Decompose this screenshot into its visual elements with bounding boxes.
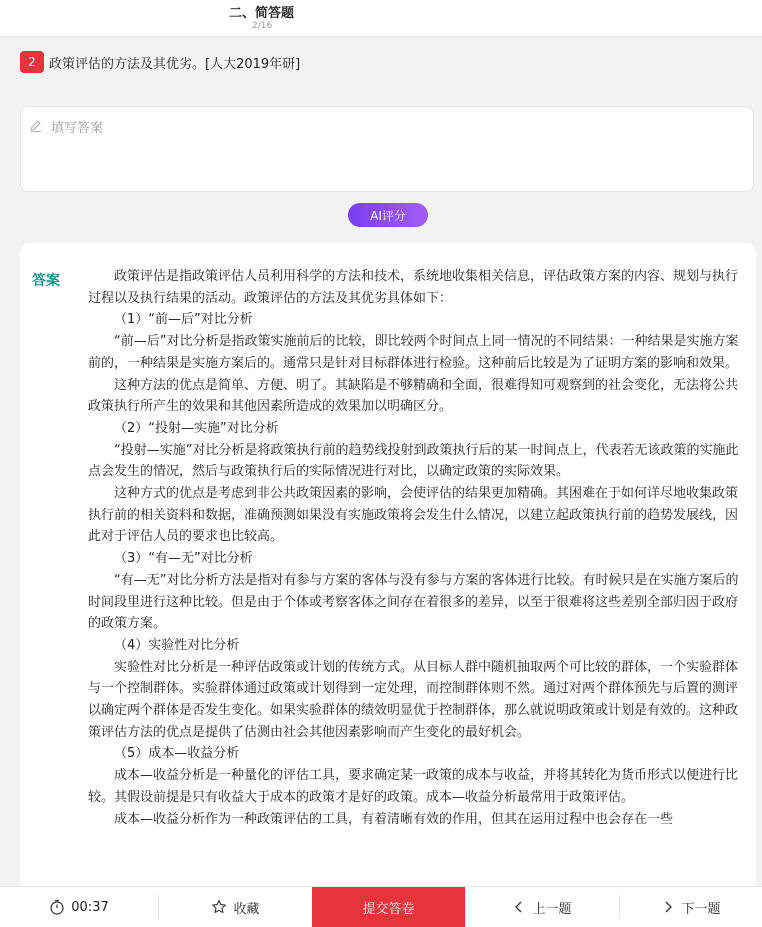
question-row [20, 51, 300, 73]
next-label: 下一题 [681, 901, 721, 917]
answer-input[interactable] [20, 106, 754, 192]
pencil-icon [29, 119, 43, 133]
star-icon [211, 899, 227, 915]
answer-placeholder: 填写答案 [51, 121, 104, 136]
answer-paragraph: “前—后”对比分析是指政策实施前后的比较，即比较两个时间点上同一情况的不同结果：一种结果是实施方案前的，一种结果是实施方案后的。通常只是针对目标群体进行检验。这种前后比较是为了证明方案的影响和效果。 [88, 334, 739, 371]
answer-heading: （2）“投射—实施”对比分析 [114, 420, 279, 436]
bottom-bar [0, 886, 762, 927]
answer-paragraph: 成本—收益分析是一种量化的评估工具，要求确定某一政策的成本与收益，并将其转化为货币形式以便进行比较。其假设前提是只有收益大于成本的政策才是好的政策。成本—收益分析最常用于政策评估。 [88, 768, 739, 805]
timer [0, 887, 158, 927]
answer-paragraph: 成本—收益分析作为一种政策评估的工具，有着清晰有效的作用，但其在运用过程中也会存在一些 [114, 811, 674, 827]
answer-heading: （3）“有—无”对比分析 [114, 551, 253, 567]
stopwatch-icon [49, 899, 65, 915]
answer-heading: （1）“前—后”对比分析 [114, 312, 253, 328]
answer-paragraph: “有—无”对比分析方法是指对有参与方案的客体与没有参与方案的客体进行比较。有时候只是在实施方案后的时间段里进行这种比较。但是由于个体或考察客体之间存在着很多的差异，以至于很难将这些差别全部归因于政府的政策方案。 [88, 572, 739, 632]
favorite-label: 收藏 [233, 901, 260, 917]
answer-paragraph: “投射—实施”对比分析是将政策执行前的趋势线投射到政策执行后的某一时间点上，代表若无该政策的实施此点会发生的情况，然后与政策执行后的实际情况进行对比，以确定政策的实际效果。 [88, 442, 739, 480]
answer-paragraph: 政策评估是指政策评估人员利用科学的方法和技术，系统地收集相关信息，评估政策方案的内容、规划与执行过程以及执行结果的活动。政策评估的方法及其优劣具体如下： [88, 269, 739, 306]
answer-label: 答案 [32, 273, 60, 289]
next-button[interactable] [620, 887, 762, 927]
chevron-right-icon [661, 900, 675, 914]
submit-button[interactable]: 提交答卷 [312, 887, 465, 927]
prev-button[interactable] [465, 887, 619, 927]
ai-grade-button[interactable]: AI评分 [348, 203, 428, 227]
section-title: 二、简答题 [229, 6, 295, 21]
answer-paragraph: 这种方法的优点是简单、方便、明了。其缺陷是不够精确和全面，很难得知可观察到的社会变化，无法将公共政策执行所产生的效果和其他因素所造成的效果加以明确区分。 [88, 377, 739, 415]
answer-paragraph: 这种方式的优点是考虑到非公共政策因素的影响，会使评估的结果更加精确。其困难在于如何详尽地收集政策执行前的相关资料和数据，准确预测如果没有实施政策将会发生什么情况，以建立起政策执行前的趋势发展线，因此对于评估人员的要求也比较高。 [88, 486, 739, 545]
answer-paragraph: 实验性对比分析是一种评估政策或计划的传统方式。从目标人群中随机抽取两个可比较的群体，一个实验群体与一个控制群体。实验群体通过政策或计划得到一定处理，而控制群体则不然。通过对两个群体预先与后置的测评以确定两个群体是否发生变化。如果实验群体的绩效明显优于控制群体，那么就说明政策或计划是有效的。这种政策评估方法的优点是提供了估测由社会其他因素影响而产生变化的最好机会。 [88, 659, 739, 740]
chevron-left-icon [512, 900, 526, 914]
favorite-button[interactable] [159, 887, 312, 927]
answer-heading: （5）成本—收益分析 [114, 746, 240, 762]
question-text: 政策评估的方法及其优劣。[人大2019年研] [49, 56, 301, 72]
prev-label: 上一题 [532, 901, 572, 917]
question-progress: 2/16 [252, 21, 273, 31]
answer-content [88, 266, 740, 830]
timer-text: 00:37 [71, 899, 109, 915]
top-bar [0, 0, 762, 37]
answer-heading: （4）实验性对比分析 [114, 637, 240, 653]
question-number-badge: 2 [20, 51, 44, 73]
